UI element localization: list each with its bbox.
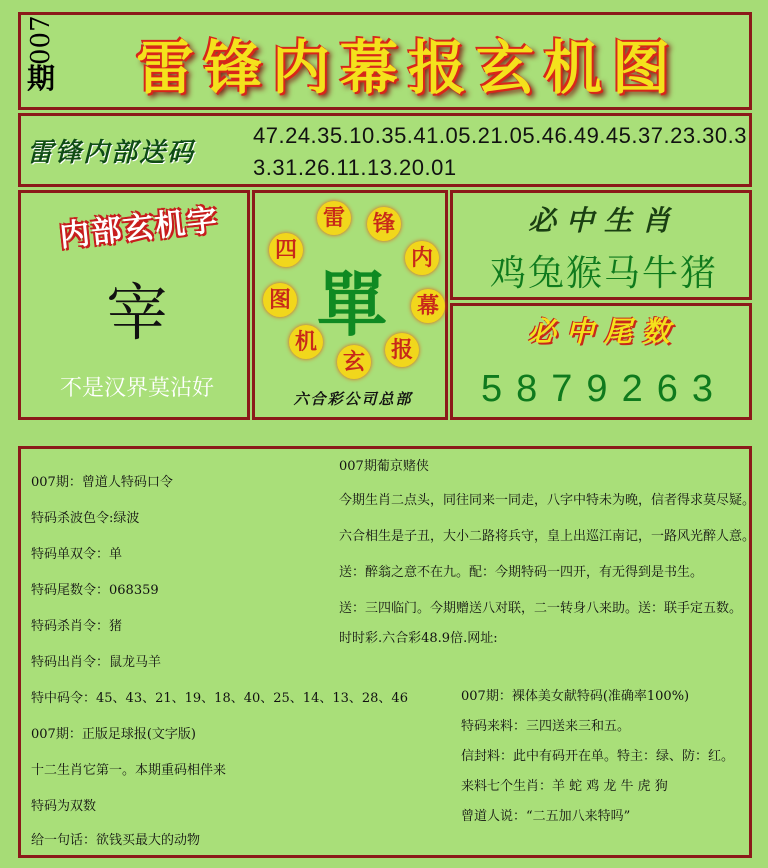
lower-text-panel [18,446,756,858]
left-text-line: 特码单双令：单 [31,547,123,562]
codes-label: 雷锋内部送码 [27,138,196,168]
left-text-line: 给一句话：欲钱买最大的动物 [31,833,201,848]
ring-char: 四 [269,233,303,267]
left-text-line: 特码为双数 [31,799,97,814]
right-text-line: 送：三四临门。今期赠送八对联，二一转身八来助。送：联手定五数。 [339,601,743,616]
ring-char: 内 [405,241,439,275]
secret-character-caption: 不是汉界莫沾好 [59,376,214,401]
secret-character: 宰 [105,276,168,349]
header-banner [18,12,752,110]
left-text-line: 特中码令：45、43、21、19、18、40、25、14、13、28、46 [31,691,408,706]
left-text-line: 特码杀肖令：猪 [31,619,123,634]
right-text-line: 信封料：此中有码开在单。特主：绿、防：红。 [461,749,735,764]
right-text-line: 007期：裸体美女献特码(准确率100%) [461,689,690,704]
ring-char: 幕 [411,289,445,323]
ring-char: 雷 [317,201,351,235]
zodiac-animals: 鸡兔猴马牛猪 [489,253,718,294]
company-footer: 六合彩公司总部 [293,390,413,408]
right-text-line: 今期生肖二点头，同往同来一同走，八字中特未为晚，信者得求莫尽疑。 [339,493,756,508]
right-text-line: 特码来料：三四送来三和五。 [461,719,631,734]
ring-char: 机 [289,325,323,359]
right-text-line: 来料七个生肖：羊 蛇 鸡 龙 牛 虎 狗 [461,779,668,794]
secret-character-panel [18,190,250,420]
right-text-line: 送：醉翁之意不在九。配：今期特码一四开，有无得到是书生。 [339,565,704,580]
secret-character-title: 内部玄机字 [57,202,221,255]
issue-label [23,17,59,107]
single-badge-panel [252,190,448,420]
issue-number: 007 [26,15,56,65]
tail-number-panel [450,303,752,420]
page-title: 雷锋内幕报玄机图 [135,34,680,102]
ring-char: 图 [263,283,297,317]
tail-number-title: 必中尾数 [527,315,680,348]
left-text-line: 十二生肖它第一。本期重码相伴来 [31,763,227,778]
right-text-line: 007期葡京赌侠 [339,459,429,474]
codes-numbers: 47.24.35.10.35.41.05.21.05.46.49.45.37.23.30.33.31.26.11.13.20.01 [253,123,747,180]
issue-suffix: 期 [26,62,55,95]
ring-char: 报 [385,333,419,367]
left-text-line: 007期：曾道人特码口令 [31,475,173,490]
ring-char: 锋 [367,207,401,241]
left-text-line: 特码出肖令：鼠龙马羊 [31,655,162,670]
tail-number-digits: 5879263 [481,368,727,410]
right-text-line: 六合相生是子丑，大小二路将兵守，皇上出巡江南记，一路风光醉人意。 [339,529,756,544]
right-text-line: 曾道人说：“二五加八来特吗” [461,809,631,824]
zodiac-panel [450,190,752,300]
left-text-line: 特码杀波色令:绿波 [31,511,140,526]
zodiac-title: 必中生肖 [527,204,680,237]
left-text-line: 特码尾数令：068359 [31,583,159,598]
codes-panel [18,113,752,187]
ring-char: 玄 [337,345,371,379]
single-character: 單 [317,263,387,346]
left-text-line: 007期：正版足球报(文字版) [31,727,196,742]
right-text-line: 时时彩.六合彩48.9倍.网址: [339,631,498,646]
